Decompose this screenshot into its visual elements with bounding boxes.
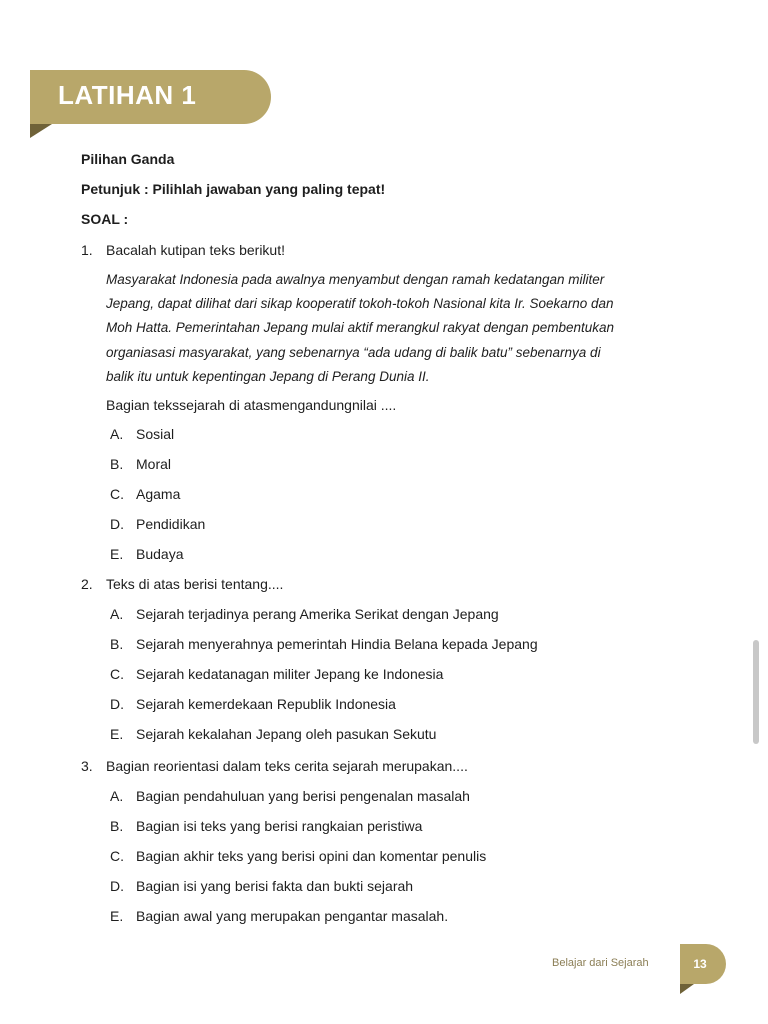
- option-letter: D.: [110, 878, 124, 894]
- option-letter: A.: [110, 606, 124, 622]
- question-3-option-a[interactable]: [110, 788, 470, 804]
- question-1-option-a[interactable]: [110, 426, 174, 442]
- question-2-option-d[interactable]: [110, 696, 396, 712]
- soal-label: SOAL :: [81, 211, 129, 227]
- question-3-number: 3.: [81, 758, 93, 774]
- passage-line: Masyarakat Indonesia pada awalnya menyambut dengan ramah kedatangan militer: [106, 272, 605, 287]
- option-letter: D.: [110, 696, 124, 712]
- option-letter: C.: [110, 848, 124, 864]
- question-1-number: 1.: [81, 242, 93, 258]
- option-text: Sejarah menyerahnya pemerintah Hindia Belana kepada Jepang: [136, 636, 538, 652]
- page-title: LATIHAN 1: [58, 80, 197, 110]
- passage-line: balik itu untuk kepentingan Jepang di Perang Dunia II.: [106, 368, 430, 384]
- option-text: Budaya: [136, 546, 184, 562]
- option-text: Sejarah terjadinya perang Amerika Serikat dengan Jepang: [136, 606, 499, 622]
- book-title: Belajar dari Sejarah: [552, 957, 649, 969]
- option-letter: C.: [110, 666, 124, 682]
- question-2-number: 2.: [81, 576, 93, 592]
- question-1-option-e[interactable]: [110, 546, 183, 562]
- option-letter: B.: [110, 456, 124, 472]
- option-text: Bagian isi yang berisi fakta dan bukti sejarah: [136, 878, 414, 894]
- question-3-text: Bagian reorientasi dalam teks cerita sejarah merupakan....: [106, 758, 468, 774]
- page-number: 13: [693, 957, 707, 971]
- option-letter: A.: [110, 788, 124, 804]
- page-badge-fold: [680, 984, 694, 994]
- passage: [106, 268, 702, 389]
- option-letter: C.: [110, 486, 124, 502]
- instruction: Petunjuk : Pilihlah jawaban yang paling tepat!: [81, 181, 386, 197]
- option-text: Bagian akhir teks yang berisi opini dan komentar penulis: [136, 848, 487, 864]
- option-text: Sejarah kedatanagan militer Jepang ke Indonesia: [136, 666, 444, 682]
- option-text: Agama: [136, 486, 181, 502]
- option-letter: D.: [110, 516, 124, 532]
- option-text: Sejarah kekalahan Jepang oleh pasukan Sekutu: [136, 726, 437, 742]
- question-2-option-a[interactable]: [110, 606, 499, 622]
- question-2-option-c[interactable]: [110, 666, 443, 682]
- option-letter: E.: [110, 546, 124, 562]
- question-2-option-b[interactable]: [110, 636, 538, 652]
- scrollbar[interactable]: [753, 640, 759, 744]
- passage-line: organiasasi masyarakat, yang sebenarnya “ada udang di balik batu” sebenarnya di: [106, 344, 601, 360]
- question-2-option-e[interactable]: [110, 726, 436, 742]
- option-letter: A.: [110, 426, 124, 442]
- option-text: Sejarah kemerdekaan Republik Indonesia: [136, 696, 396, 712]
- option-letter: E.: [110, 908, 124, 924]
- banner-fold: [30, 124, 52, 138]
- option-text: Bagian pendahuluan yang berisi pengenalan masalah: [136, 788, 470, 804]
- question-1-text: Bacalah kutipan teks berikut!: [106, 242, 285, 258]
- question-3-option-c[interactable]: [110, 848, 486, 864]
- question-3-option-e[interactable]: [110, 908, 448, 924]
- question-1-option-d[interactable]: [110, 516, 205, 532]
- option-letter: B.: [110, 818, 124, 834]
- option-text: Bagian isi teks yang berisi rangkaian peristiwa: [136, 818, 423, 834]
- option-text: Moral: [136, 456, 172, 472]
- question-1-option-b[interactable]: [110, 456, 171, 472]
- passage-line: Jepang, dapat dilihat dari sikap kooperatif tokoh-tokoh Nasional kita Ir. Soekarno dan: [106, 296, 614, 312]
- option-text: Bagian awal yang merupakan pengantar masalah.: [136, 908, 449, 924]
- passage-line: Moh Hatta. Pemerintahan Jepang mulai aktif merangkul rakyat dengan pembentukan: [106, 320, 615, 336]
- question-2-text: Teks di atas berisi tentang....: [106, 576, 284, 592]
- option-letter: E.: [110, 726, 124, 742]
- question-3-option-d[interactable]: [110, 878, 413, 894]
- question-1-prompt: Bagian tekssejarah di atasmengandungnilai ....: [106, 397, 397, 413]
- question-3-option-b[interactable]: [110, 818, 422, 834]
- section-type: Pilihan Ganda: [81, 151, 175, 167]
- option-text: Pendidikan: [136, 516, 206, 532]
- question-1-option-c[interactable]: [110, 486, 180, 502]
- option-letter: B.: [110, 636, 124, 652]
- option-text: Sosial: [136, 426, 175, 442]
